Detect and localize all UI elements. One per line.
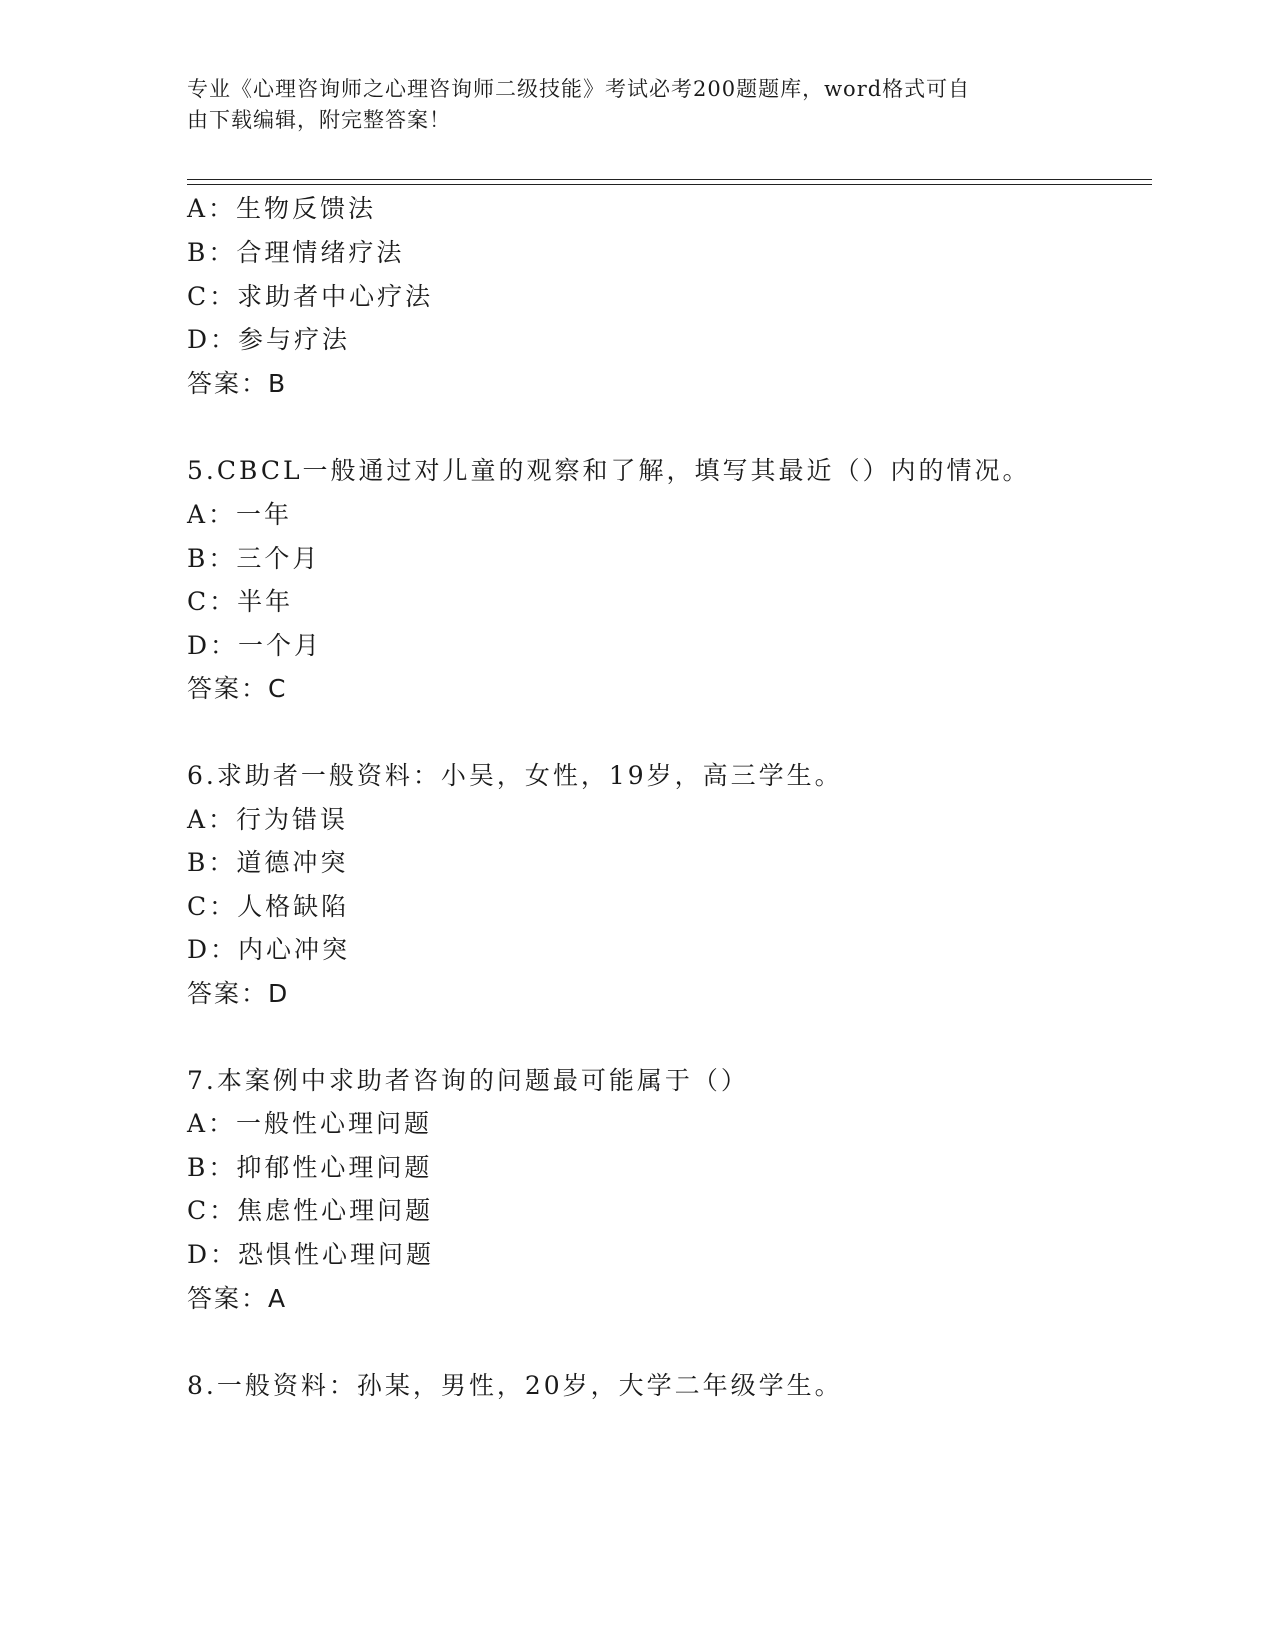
q4-answer: 答案：B — [187, 369, 288, 398]
q6-option-d: D：内心冲突 — [187, 935, 351, 964]
q6-option-a: A：行为错误 — [187, 805, 349, 834]
q4-option-a: A：生物反馈法 — [187, 194, 377, 223]
header-line-1: 专业《心理咨询师之心理咨询师二级技能》考试必考200题题库，word格式可自 — [187, 77, 971, 101]
q5-option-c: C：半年 — [187, 587, 294, 616]
q6-question: 6.求助者一般资料：小吴，女性，19岁，高三学生。 — [187, 761, 843, 790]
q4-option-c: C：求助者中心疗法 — [187, 282, 434, 311]
q5-option-b: B：三个月 — [187, 544, 321, 573]
q8-question: 8.一般资料：孙某，男性，20岁，大学二年级学生。 — [187, 1371, 843, 1400]
header-line-2: 由下载编辑，附完整答案！ — [187, 108, 451, 132]
q7-option-d: D：恐惧性心理问题 — [187, 1240, 435, 1269]
document-header — [187, 74, 1067, 136]
header-divider-bottom — [187, 184, 1152, 185]
q7-option-c: C：焦虑性心理问题 — [187, 1196, 434, 1225]
q5-question: 5.CBCL一般通过对儿童的观察和了解，填写其最近（）内的情况。 — [187, 456, 1031, 485]
q7-option-b: B：抑郁性心理问题 — [187, 1153, 433, 1182]
q6-answer: 答案：D — [187, 979, 290, 1008]
q6-option-c: C：人格缺陷 — [187, 892, 350, 921]
q5-answer: 答案：C — [187, 674, 288, 703]
q4-option-b: B：合理情绪疗法 — [187, 238, 405, 267]
q4-option-d: D：参与疗法 — [187, 325, 351, 354]
q5-option-d: D：一个月 — [187, 631, 323, 660]
q7-option-a: A：一般性心理问题 — [187, 1109, 433, 1138]
q6-option-b: B：道德冲突 — [187, 848, 349, 877]
q7-question: 7.本案例中求助者咨询的问题最可能属于（） — [187, 1066, 749, 1095]
header-divider-top — [187, 179, 1152, 180]
q7-answer: 答案：A — [187, 1284, 288, 1313]
q5-option-a: A：一年 — [187, 500, 293, 529]
